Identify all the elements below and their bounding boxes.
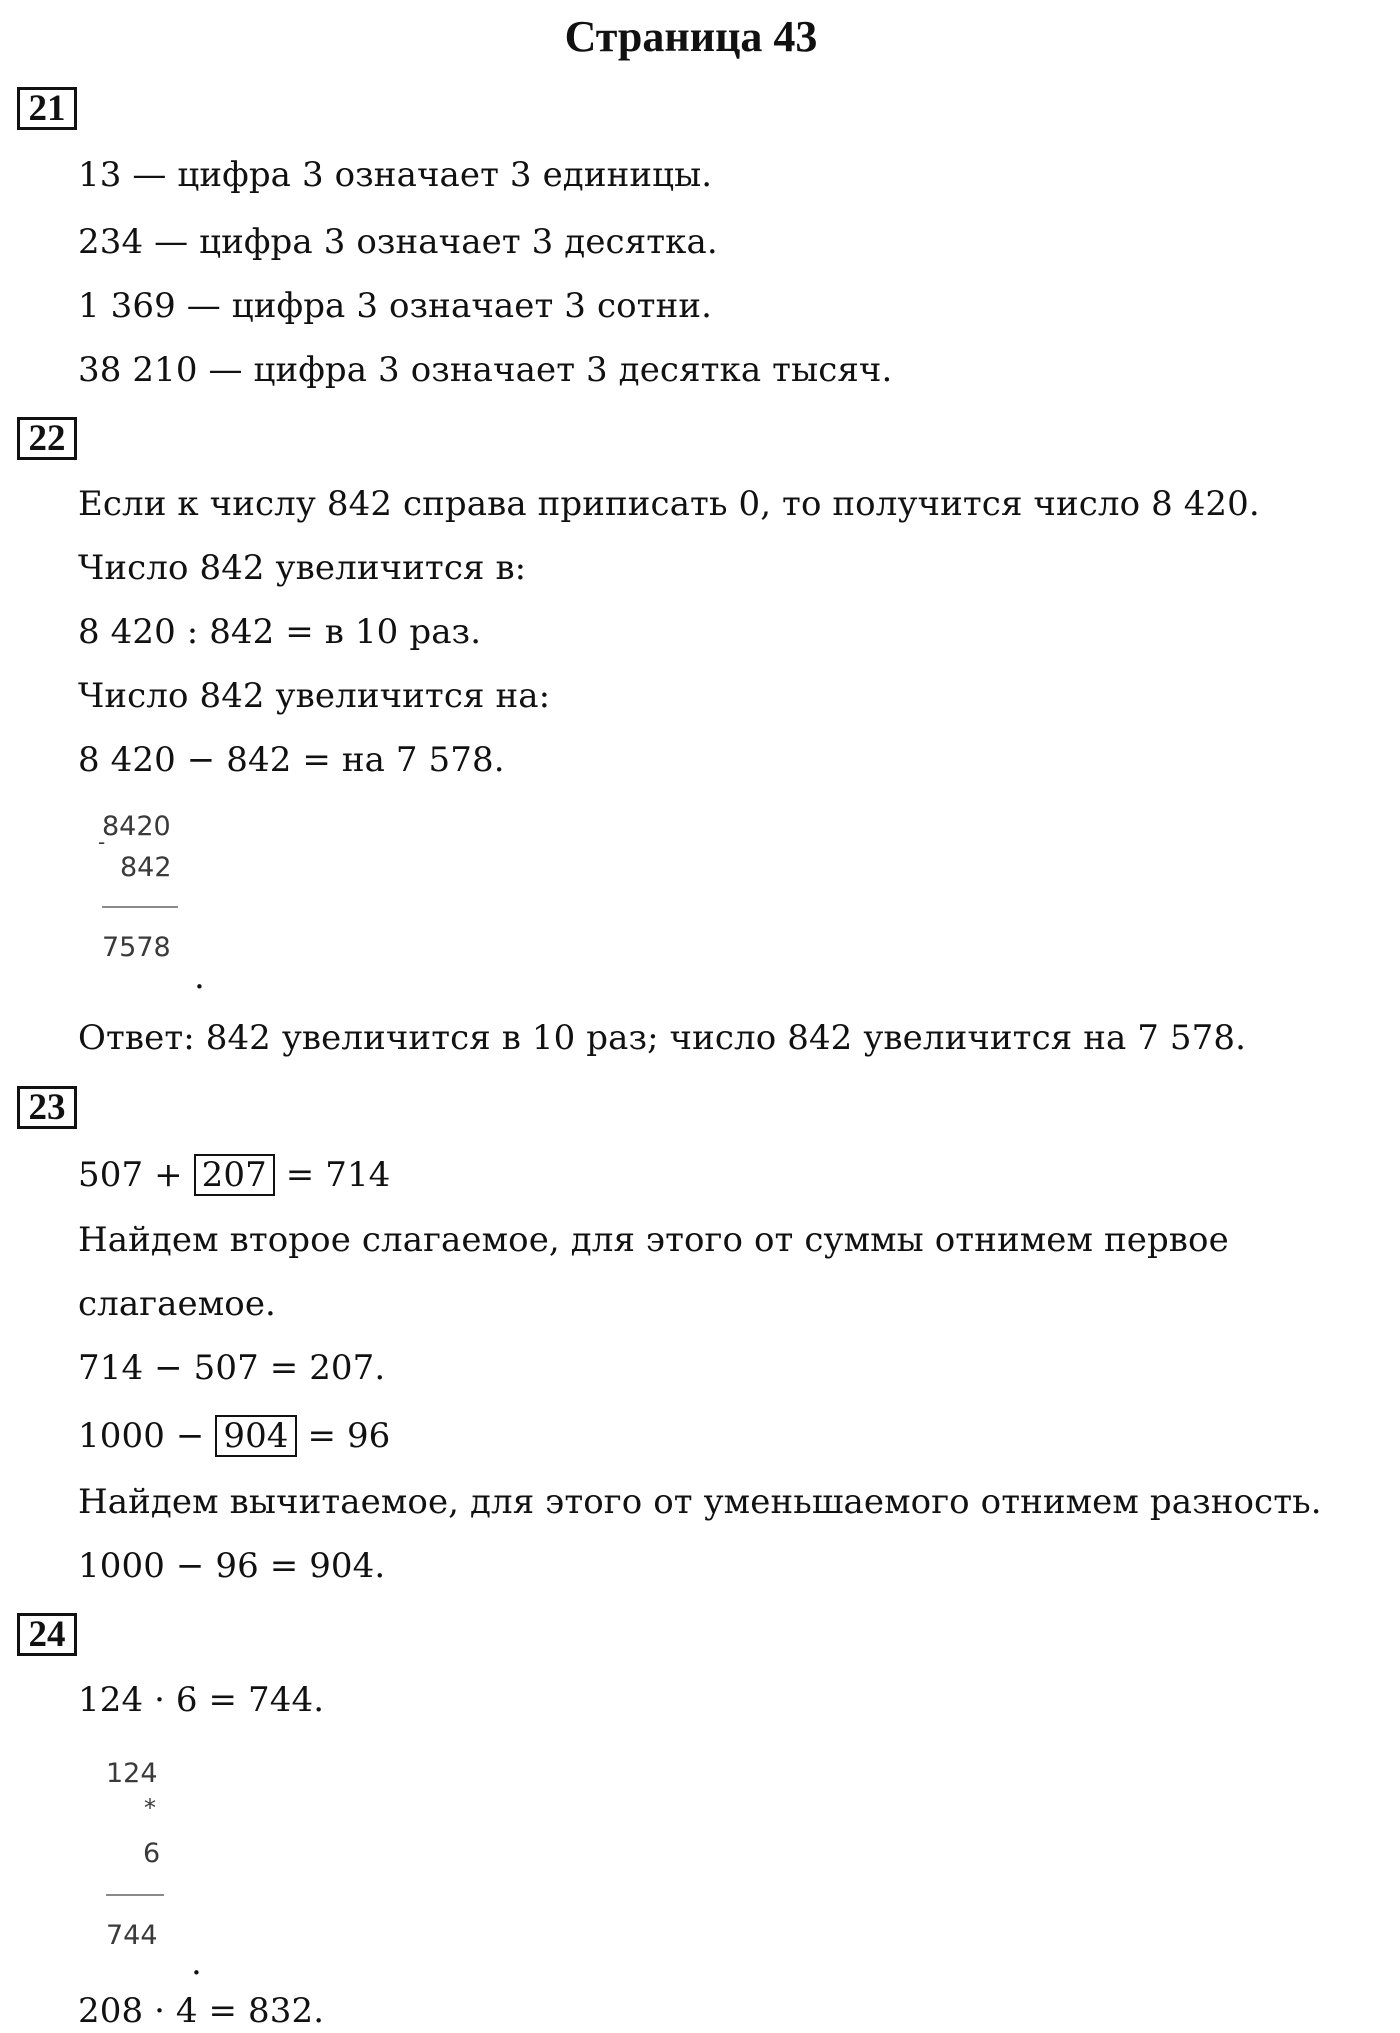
column-difference: 7578	[102, 932, 171, 963]
column-minus-sign: -	[98, 830, 106, 854]
column-minuend: 8420	[102, 811, 171, 842]
page-title: Страница 43	[564, 12, 818, 61]
task23-equation-2	[78, 1414, 390, 1458]
task22-line-3: 8 420 : 842 = в 10 раз.	[78, 612, 482, 652]
task24-line-1: 124 · 6 = 744.	[78, 1680, 325, 1720]
task21-line-2: 234 — цифра 3 означает 3 десятка.	[78, 222, 718, 262]
eq1-right: = 714	[274, 1155, 391, 1195]
column-multiplier: 6	[143, 1838, 161, 1869]
task22-line-4: Число 842 увеличится на:	[78, 676, 551, 716]
task21-line-3: 1 369 — цифра 3 означает 3 сотни.	[78, 286, 712, 326]
eq1-left: 507 +	[78, 1155, 194, 1195]
column-period-2: .	[191, 1943, 202, 1983]
task22-line-1: Если к числу 842 справа приписать 0, то получится число 8 420.	[78, 484, 1260, 524]
task23-explain-2: Найдем вычитаемое, для этого от уменьшаемого отнимем разность.	[78, 1482, 1322, 1522]
task-number-21: 21	[17, 87, 77, 130]
task21-line-4: 38 210 — цифра 3 означает 3 десятка тысяч.	[78, 350, 893, 390]
task22-line-2: Число 842 увеличится в:	[78, 548, 527, 588]
task24-line-2: 208 · 4 = 832.	[78, 1991, 325, 2031]
column-multiplicand: 124	[106, 1758, 158, 1789]
eq1-boxed-answer: 207	[194, 1154, 275, 1196]
task23-equation-1	[78, 1153, 390, 1197]
column-product: 744	[106, 1920, 158, 1951]
task21-line-1: 13 — цифра 3 означает 3 единицы.	[78, 155, 713, 195]
column-period: .	[194, 957, 205, 997]
column-rule-2	[106, 1894, 164, 1896]
eq2-right: = 96	[296, 1416, 391, 1456]
task23-explain-1a: Найдем второе слагаемое, для этого от суммы отнимем первое	[78, 1220, 1229, 1260]
task-number-23: 23	[17, 1086, 77, 1129]
task23-calc-2: 1000 − 96 = 904.	[78, 1546, 386, 1586]
task-number-24: 24	[17, 1613, 77, 1656]
column-multiply-sign: *	[144, 1794, 156, 1822]
task22-answer: Ответ: 842 увеличится в 10 раз; число 842 увеличится на 7 578.	[78, 1018, 1246, 1058]
task23-calc-1: 714 − 507 = 207.	[78, 1348, 386, 1388]
task23-explain-1b: слагаемое.	[78, 1284, 276, 1324]
column-rule	[102, 906, 178, 908]
task-number-22: 22	[17, 417, 77, 460]
eq2-left: 1000 −	[78, 1416, 216, 1456]
eq2-boxed-answer: 904	[215, 1415, 296, 1457]
column-subtrahend: 842	[120, 852, 172, 883]
task22-line-5: 8 420 − 842 = на 7 578.	[78, 740, 505, 780]
